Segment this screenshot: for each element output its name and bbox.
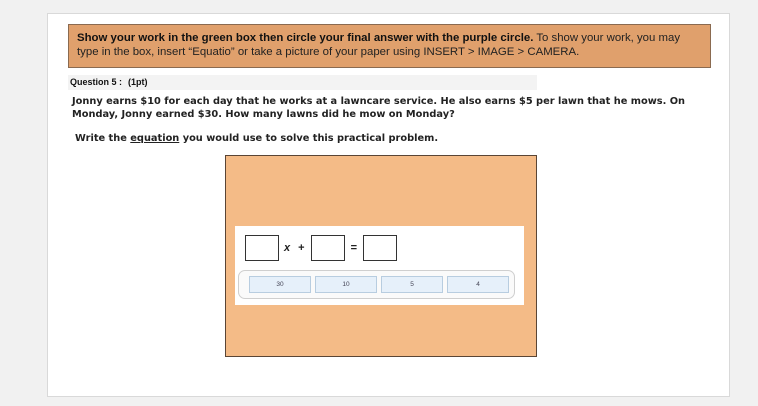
prompt-after: you would use to solve this practical problem. [179, 133, 439, 144]
question-label: Question 5 : [70, 77, 123, 87]
question-points: (1pt) [128, 77, 148, 87]
answer-tile[interactable]: 5 [381, 276, 443, 293]
equation-widget [235, 226, 524, 305]
plus-sign: + [298, 242, 305, 254]
drop-box-constant[interactable] [311, 235, 345, 261]
instructions-text: To show your work, you may type in the box, insert “Equatio” or take a picture of your paper using INSERT > IMAGE > CAMERA. [77, 32, 681, 58]
question-header [68, 75, 537, 90]
answer-tile-bank [238, 270, 515, 299]
equals-sign: = [350, 242, 357, 254]
prompt-before: Write the [75, 133, 131, 144]
equation-link[interactable]: equation [130, 133, 180, 144]
instructions-banner [68, 24, 711, 68]
worksheet-page [47, 13, 730, 397]
answer-tile[interactable]: 30 [249, 276, 311, 293]
instructions-bold: Show your work in the green box then circle your final answer with the purple circle. [77, 32, 534, 44]
question-text: Jonny earns $10 for each day that he works at a lawncare service. He also earns $5 per lawn that he mows. On Monday, Jonny earned $30. How many lawns did he mow on Monday? [72, 96, 686, 120]
drop-box-total[interactable] [363, 235, 397, 261]
drop-box-coefficient[interactable] [245, 235, 279, 261]
answer-tile[interactable]: 10 [315, 276, 377, 293]
work-area[interactable] [225, 155, 537, 357]
question-prompt [75, 133, 438, 144]
answer-tile[interactable]: 4 [447, 276, 509, 293]
variable-x: x [284, 242, 291, 254]
equation-row [245, 233, 397, 263]
